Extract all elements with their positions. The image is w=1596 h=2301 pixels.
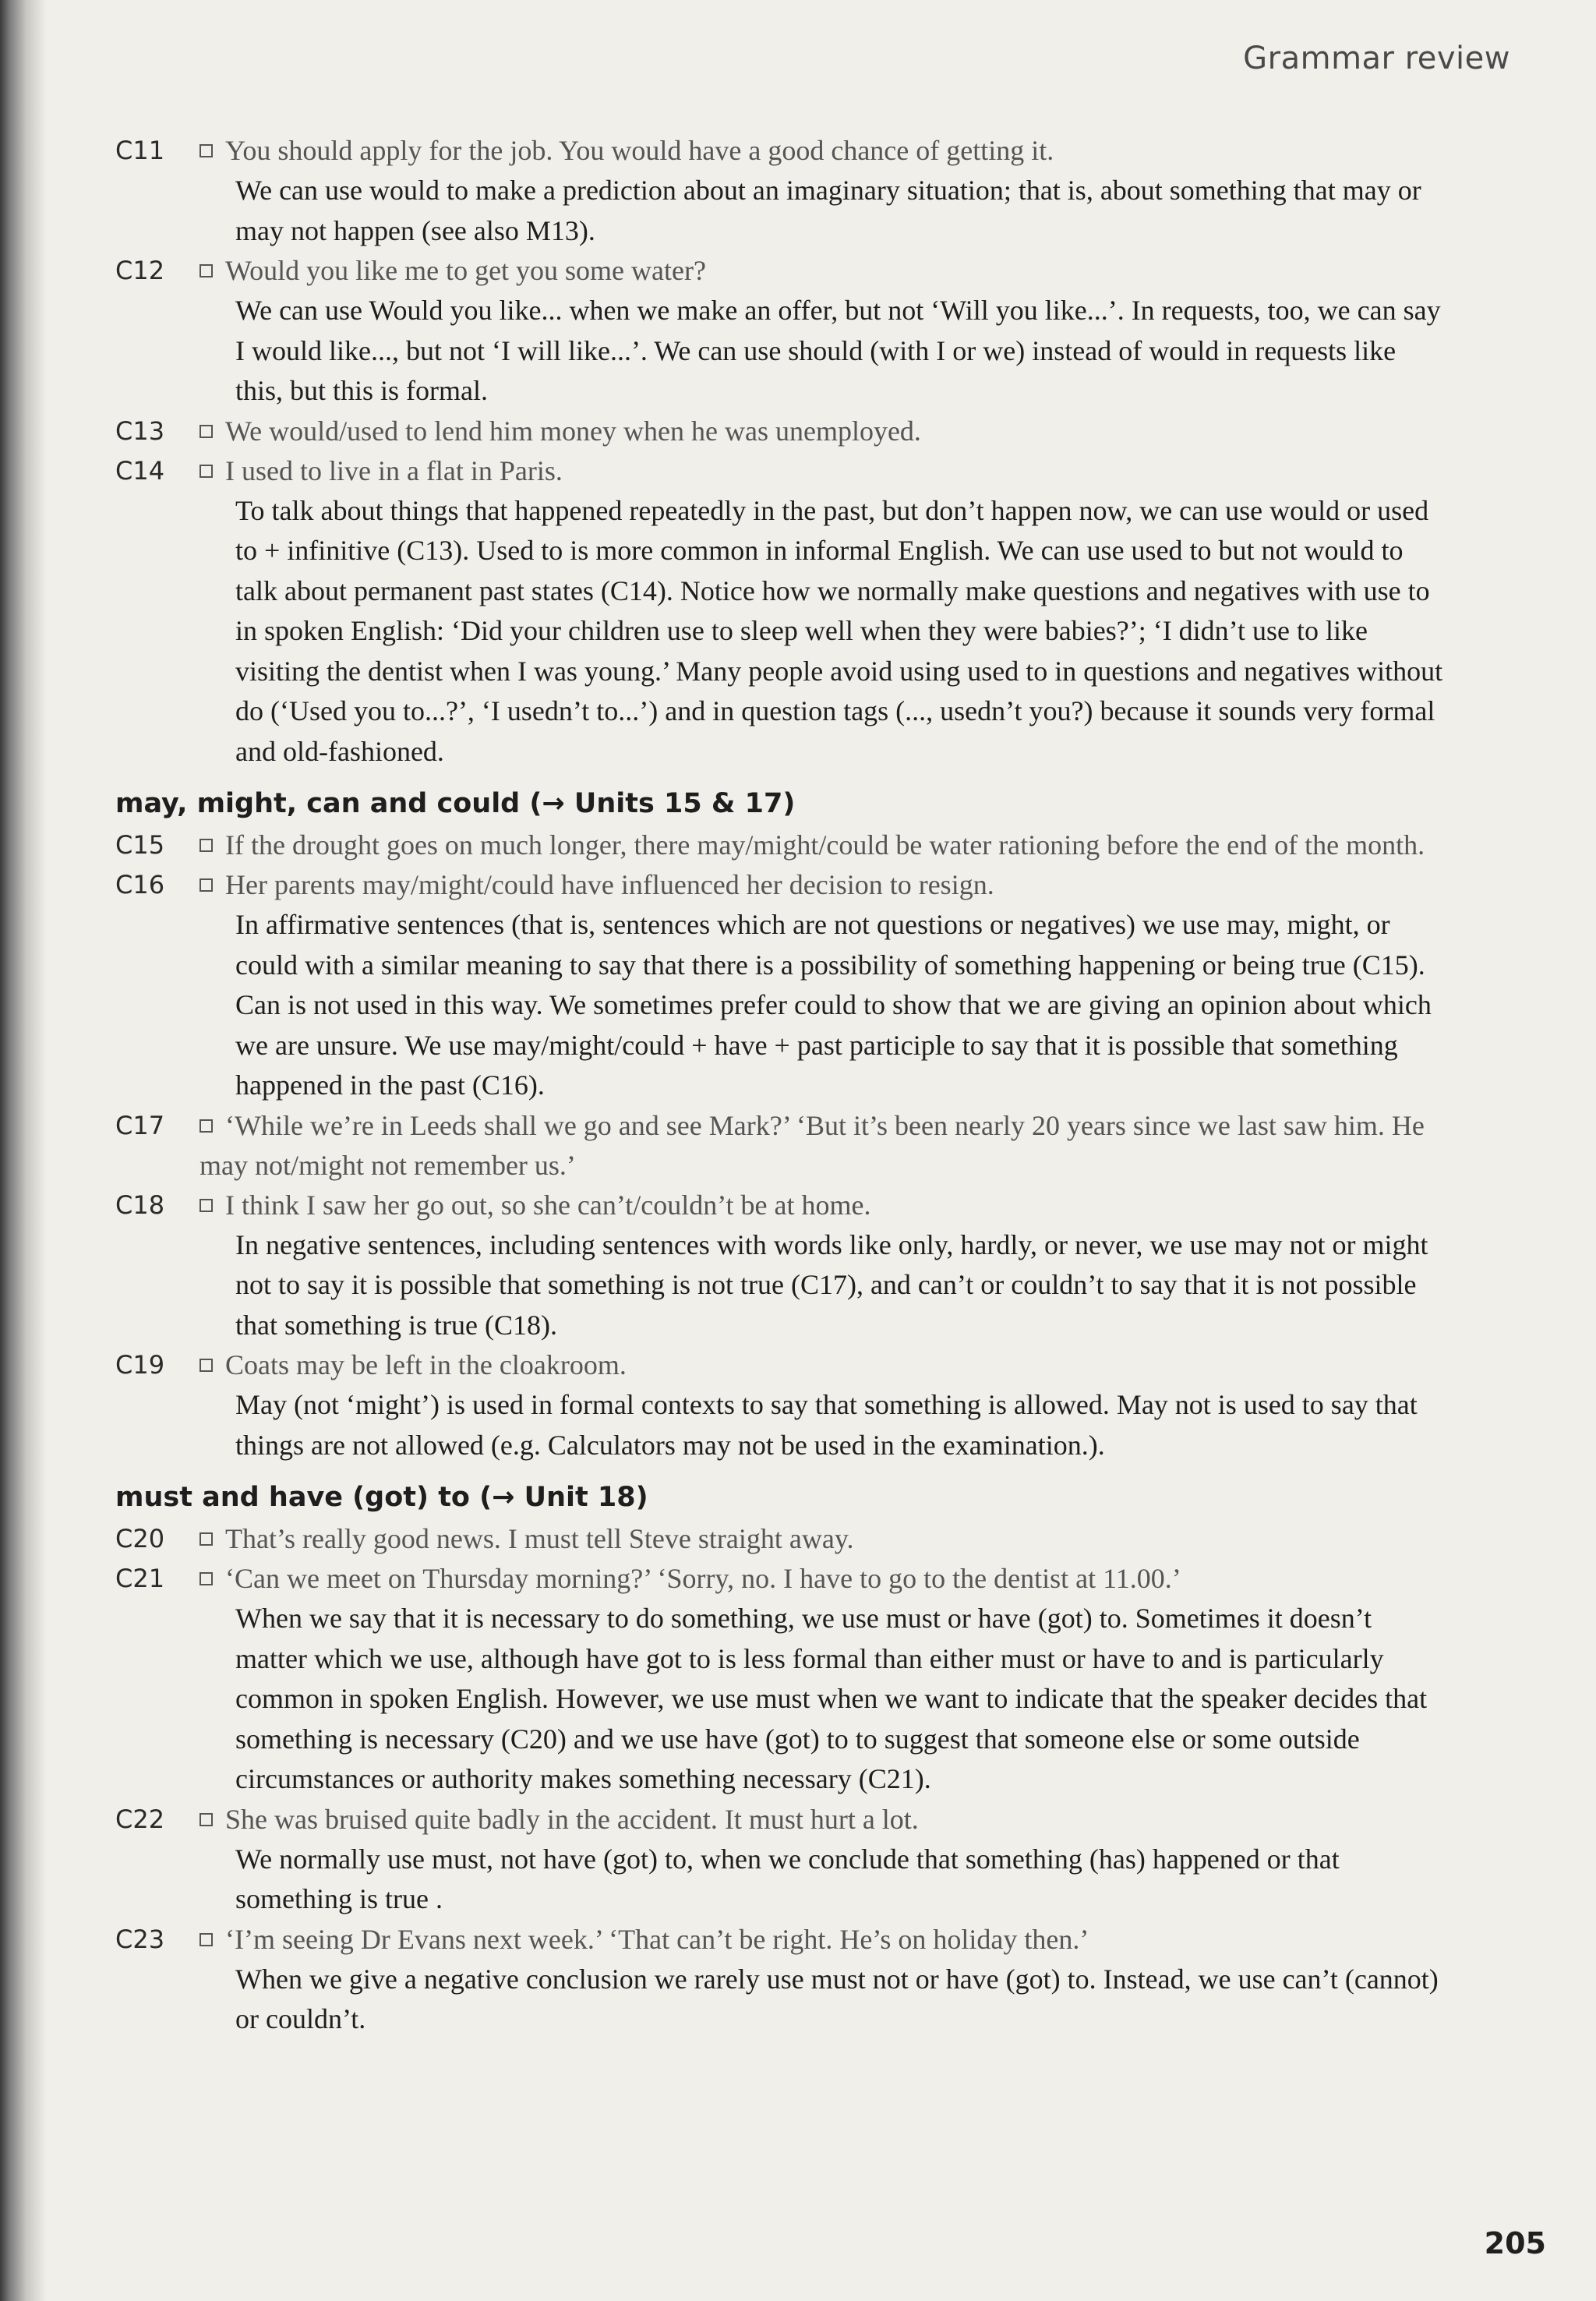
checkbox-icon: [200, 878, 213, 892]
example-sentence: [200, 1186, 1448, 1225]
entry-c21: [115, 1559, 1448, 1800]
entry-code: C14: [115, 455, 165, 486]
entry-c12: [115, 251, 1448, 412]
entry-code: C16: [115, 870, 165, 900]
entry-code: C13: [115, 415, 165, 446]
checkbox-icon: [200, 1933, 213, 1946]
entry-code: C22: [115, 1804, 165, 1834]
checkbox-icon: [200, 1199, 213, 1212]
explanation: We can use would to make a prediction about an imaginary situation; that is, about something that may or may not happen (see also M13).: [235, 175, 1421, 246]
entry-code: C18: [115, 1189, 165, 1220]
explanation: We normally use must, not have (got) to, when we conclude that something (has) happened or that something is true .: [235, 1843, 1340, 1914]
grammar-review-content: [115, 131, 1448, 2040]
entry-code: C23: [115, 1924, 165, 1954]
entry-code: C17: [115, 1110, 165, 1140]
example-text: Coats may be left in the cloakroom.: [225, 1349, 627, 1380]
entry-c16: [115, 865, 1448, 1106]
example-sentence: [200, 1345, 1448, 1385]
explanation: We can use Would you like... when we make an offer, but not ‘Will you like...’. In requests, too, we can say I would like..., but not ‘I will like...’. We can use should (with I or we) instead of would in requests like this, but this is formal.: [235, 295, 1441, 406]
entry-c13: [115, 412, 1448, 451]
section-heading-must-have: must and have (got) to (→ Unit 18): [115, 1482, 648, 1513]
example-text: I used to live in a flat in Paris.: [225, 454, 563, 486]
book-spine-shadow: [0, 0, 47, 2301]
entry-code: C12: [115, 256, 165, 285]
entry-code: C20: [115, 1524, 165, 1553]
example-sentence: [200, 1800, 1448, 1840]
example-text: She was bruised quite badly in the accident. It must hurt a lot.: [225, 1803, 919, 1835]
entry-c22: [115, 1800, 1448, 1920]
example-text: Her parents may/might/could have influenced her decision to resign.: [225, 869, 994, 900]
entry-c17: [115, 1106, 1448, 1186]
entry-code: C11: [115, 136, 165, 165]
entry-code: C15: [115, 830, 165, 860]
example-text: That’s really good news. I must tell Steve straight away.: [225, 1523, 854, 1554]
explanation: When we give a negative conclusion we rarely use must not or have (got) to. Instead, we use can’t (cannot) or couldn’t.: [235, 1963, 1439, 2034]
entry-c23: [115, 1920, 1448, 2040]
example-sentence: [200, 1519, 1448, 1559]
entry-code: C19: [115, 1350, 165, 1380]
explanation: In negative sentences, including sentences with words like only, hardly, or never, we use may not or might not to say it is possible that something is not true (C17), and can’t or couldn’t to say that it is not possible that something is true (C18).: [235, 1228, 1428, 1341]
example-sentence: [200, 412, 1448, 451]
page-number: 205: [1484, 2226, 1546, 2260]
example-text: ‘While we’re in Leeds shall we go and see Mark?’ ‘But it’s been nearly 20 years since we last saw him. He may not/might not remember us.’: [200, 1109, 1425, 1181]
example-sentence: [200, 451, 1448, 491]
checkbox-icon: [200, 1813, 213, 1826]
example-sentence: [200, 825, 1448, 865]
example-text: You should apply for the job. You would have a good chance of getting it.: [225, 135, 1054, 166]
explanation: In affirmative sentences (that is, sentences which are not questions or negatives) we use may, might, or could with a similar meaning to say that there is a possibility of something happening or being true (C15). Can is not used in this way. We sometimes prefer could to show that we are giving an opinion about which we are unsure. We use may/might/could + have + past participle to say that it is possible that something happened in the past (C16).: [235, 909, 1432, 1101]
checkbox-icon: [200, 425, 213, 438]
checkbox-icon: [200, 839, 213, 852]
page-header: Grammar review: [1243, 41, 1510, 76]
entry-c14: [115, 451, 1448, 772]
example-text: If the drought goes on much longer, there may/might/could be water rationing before the end of the month.: [225, 829, 1425, 861]
entry-code: C21: [115, 1564, 165, 1593]
checkbox-icon: [200, 1572, 213, 1585]
section-heading-may-might: may, might, can and could (→ Units 15 & 17): [115, 788, 796, 819]
example-text: I think I saw her go out, so she can’t/couldn’t be at home.: [225, 1189, 871, 1221]
example-sentence: [200, 1559, 1448, 1599]
checkbox-icon: [200, 1119, 213, 1133]
example-text: ‘I’m seeing Dr Evans next week.’ ‘That can’t be right. He’s on holiday then.’: [225, 1923, 1089, 1955]
explanation: May (not ‘might’) is used in formal contexts to say that something is allowed. May not is used to say that things are not allowed (e.g. Calculators may not be used in the examination.).: [235, 1389, 1418, 1461]
explanation: When we say that it is necessary to do something, we use must or have (got) to. Sometimes it doesn’t matter which we use, although have got to is less formal than either must or have to and is particularly common in spoken English. However, we use must when we want to indicate that the speaker decides that something is necessary (C20) and we use have (got) to to suggest that someone else or some outside circumstances or authority makes something necessary (C21).: [235, 1603, 1428, 1794]
checkbox-icon: [200, 465, 213, 478]
entry-c15: [115, 825, 1448, 865]
example-sentence: [200, 865, 1448, 905]
example-sentence: [200, 1920, 1448, 1960]
example-text: We would/used to lend him money when he was unemployed.: [225, 415, 921, 447]
example-text: Would you like me to get you some water?: [225, 255, 706, 286]
checkbox-icon: [200, 264, 213, 277]
entry-c19: [115, 1345, 1448, 1465]
explanation: To talk about things that happened repeatedly in the past, but don’t happen now, we can use would or used to + infinitive (C13). Used to is more common in informal English. We can use used to but not would to talk about permanent past states (C14). Notice how we normally make questions and negatives with use to in spoken English: ‘Did your children use to sleep well when they were babies?’; ‘I didn’t use to like visiting the dentist when I was young.’ Many people avoid using used to in questions and negatives without do (‘Used you to...?’, ‘I usedn’t to...’) and in question tags (..., usedn’t you?) because it sounds very formal and old-fashioned.: [235, 494, 1443, 767]
checkbox-icon: [200, 144, 213, 157]
entry-c11: [115, 131, 1448, 251]
example-text: ‘Can we meet on Thursday morning?’ ‘Sorry, no. I have to go to the dentist at 11.00.’: [225, 1563, 1181, 1594]
checkbox-icon: [200, 1532, 213, 1546]
entry-c18: [115, 1186, 1448, 1346]
example-sentence: [200, 131, 1448, 171]
example-sentence: [200, 1106, 1448, 1186]
checkbox-icon: [200, 1359, 213, 1372]
entry-c20: [115, 1519, 1448, 1559]
example-sentence: [200, 251, 1448, 291]
